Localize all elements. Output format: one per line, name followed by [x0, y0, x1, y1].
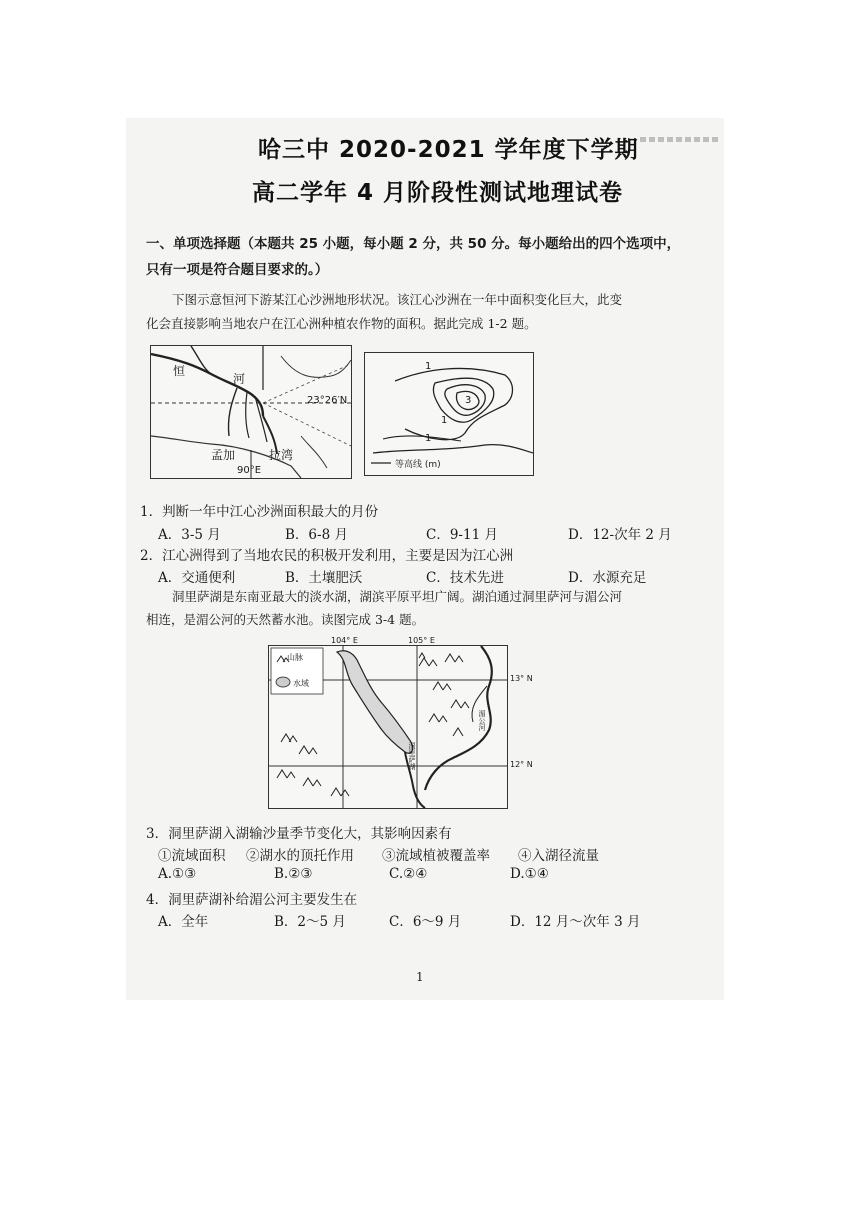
intro2-line2: 相连，是湄公河的天然蓄水池。读图完成 3-4 题。: [146, 612, 425, 627]
q1-option-b: B．6-8 月: [285, 527, 348, 543]
legend-mountain-label: 山脉: [287, 653, 303, 662]
map2-lat-12: 12° N: [510, 760, 533, 769]
q2-stem: 2．江心洲得到了当地农民的积极开发利用，主要是因为江心洲: [140, 548, 514, 564]
q2-option-d: D．水源充足: [568, 570, 647, 586]
sandbar-contour-map: [364, 352, 534, 476]
river-label-heng: 恒: [173, 364, 186, 378]
map2-lon-105: 105° E: [408, 636, 435, 645]
q4-stem: 4．洞里萨湖补给湄公河主要发生在: [146, 892, 358, 908]
river-label-he: 河: [233, 372, 246, 386]
q3-option-a: A.①③: [158, 866, 197, 882]
contour-legend: 等高线 (m): [395, 460, 441, 470]
intro1-line2: 化会直接影响当地农户在江心洲种植农作物的面积。据此完成 1-2 题。: [146, 316, 537, 331]
tonle-sap-drawing: [269, 646, 507, 808]
contour-label-1b: 1: [441, 415, 448, 426]
latitude-label: 23°26′N: [307, 395, 348, 406]
tonle-sap-map: [268, 645, 508, 809]
q4-option-c: C．6～9 月: [389, 914, 462, 930]
contour-drawing: [365, 353, 533, 475]
q1-option-c: C．9-11 月: [426, 527, 498, 543]
q1-option-d: D．12-次年 2 月: [568, 527, 672, 543]
mekong-label: 湄公河: [478, 710, 486, 731]
q1-option-a: A．3-5 月: [158, 527, 221, 543]
exam-title-line1: 哈三中 2020-2021 学年度下学期: [258, 137, 639, 163]
longitude-label: 90°E: [237, 465, 262, 476]
contour-label-1a: 1: [425, 361, 432, 372]
section-heading-line1: 一、单项选择题（本题共 25 小题，每小题 2 分，共 50 分。每小题给出的四个选项中，: [146, 236, 681, 252]
q3-factor-1: ①流域面积: [158, 848, 226, 864]
q4-option-a: A．全年: [158, 914, 209, 930]
section-heading-line2: 只有一项是符合题目要求的。）: [146, 262, 329, 278]
q3-option-b: B.②③: [274, 866, 313, 882]
bay-label-1: 孟加: [211, 448, 236, 462]
q2-option-c: C．技术先进: [426, 570, 504, 586]
intro2-line1: 洞里萨湖是东南亚最大的淡水湖，湖滨平原平坦广阔。湖泊通过洞里萨河与湄公河: [172, 589, 623, 604]
map2-lat-13: 13° N: [510, 674, 533, 683]
q1-stem: 1．判断一年中江心沙洲面积最大的月份: [140, 504, 379, 520]
q2-option-a: A．交通便利: [158, 570, 236, 586]
exam-title-line2: 高二学年 4 月阶段性测试地理试卷: [252, 180, 624, 206]
lake-label: 洞里萨湖: [408, 742, 416, 770]
q3-option-d: D.①④: [510, 866, 549, 882]
contour-label-3: 3: [465, 395, 472, 406]
page-number: 1: [416, 970, 424, 984]
q3-factor-2: ②湖水的顶托作用: [246, 848, 354, 864]
legend-water-label: 水域: [293, 679, 309, 688]
q4-option-b: B．2～5 月: [274, 914, 346, 930]
q2-option-b: B．土壤肥沃: [285, 570, 363, 586]
map2-lon-104: 104° E: [331, 636, 358, 645]
ganges-delta-map: [150, 345, 352, 479]
bay-label-2: 拉湾: [269, 448, 294, 462]
contour-label-1c: 1: [425, 433, 432, 444]
scan-mark: [640, 137, 720, 142]
q3-option-c: C.②④: [389, 866, 428, 882]
q3-stem: 3．洞里萨湖入湖输沙量季节变化大，其影响因素有: [146, 826, 452, 842]
q3-factor-3: ③流域植被覆盖率: [382, 848, 490, 864]
intro1-line1: 下图示意恒河下游某江心沙洲地形状况。该江心沙洲在一年中面积变化巨大，此变: [172, 292, 623, 307]
q4-option-d: D．12 月～次年 3 月: [510, 914, 641, 930]
q3-factor-4: ④入湖径流量: [518, 848, 599, 864]
